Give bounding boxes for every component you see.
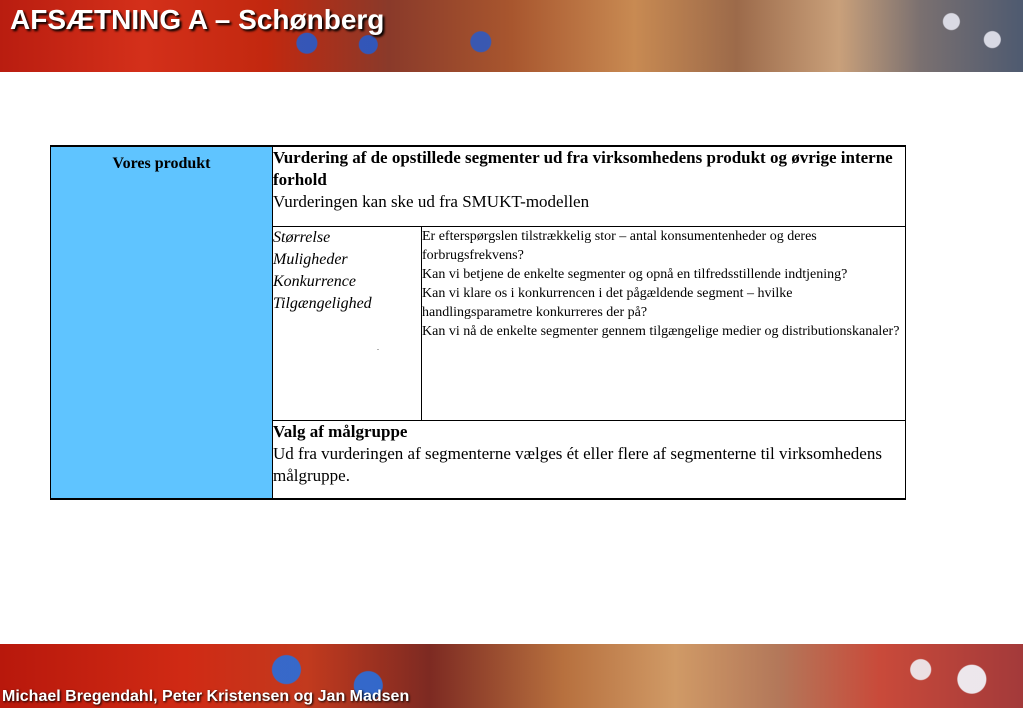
question-reach: Kan vi nå de enkelte segmenter gennem tilgængelige medier og distributionskanaler? [422,323,900,339]
header-banner [0,0,1023,72]
criteria-questions-table [273,227,905,420]
criteria-cell [273,227,422,420]
assessment-subheading: Vurderingen kan ske ud fra SMUKT-modellen [273,192,590,211]
criteria-questions-cell [273,226,906,420]
assessment-cell [273,146,906,226]
criterion-competition: Konkurrence [273,272,356,290]
slide-title: AFSÆTNING A – Schønberg [10,4,385,35]
target-group-cell [273,420,906,499]
target-group-heading: Valg af målgruppe [273,421,408,441]
question-demand: Er efterspørgslen tilstrækkelig stor – antal konsumentenheder og deres forbrugsfrekvens? [422,228,817,263]
criterion-opportunities: Muligheder [273,250,348,268]
question-earnings: Kan vi betjene de enkelte segmenter og opnå en tilfredsstillende indtjening? [422,266,848,282]
left-column-label: Vores produkt [112,155,211,172]
questions-cell [422,227,906,420]
criterion-accessibility: Tilgængelighed [273,294,372,312]
assessment-heading: Vurdering af de opstillede segmenter ud fra virksomhedens produkt og øvrige interne forhold [273,148,893,189]
segment-evaluation-table [50,145,906,500]
target-group-text: Ud fra vurderingen af segmenterne vælges ét eller flere af segmenterne til virksomhedens målgruppe. [273,443,882,485]
footer-authors: Michael Bregendahl, Peter Kristensen og Jan Madsen [2,688,410,705]
criterion-size: Størrelse [273,228,331,246]
question-competition: Kan vi klare os i konkurrencen i det pågældende segment – hvilke handlingsparametre konkurreres der på? [422,285,793,320]
left-column-cell [51,146,273,499]
stray-dot: . [377,342,379,352]
footer-banner [0,644,1023,708]
